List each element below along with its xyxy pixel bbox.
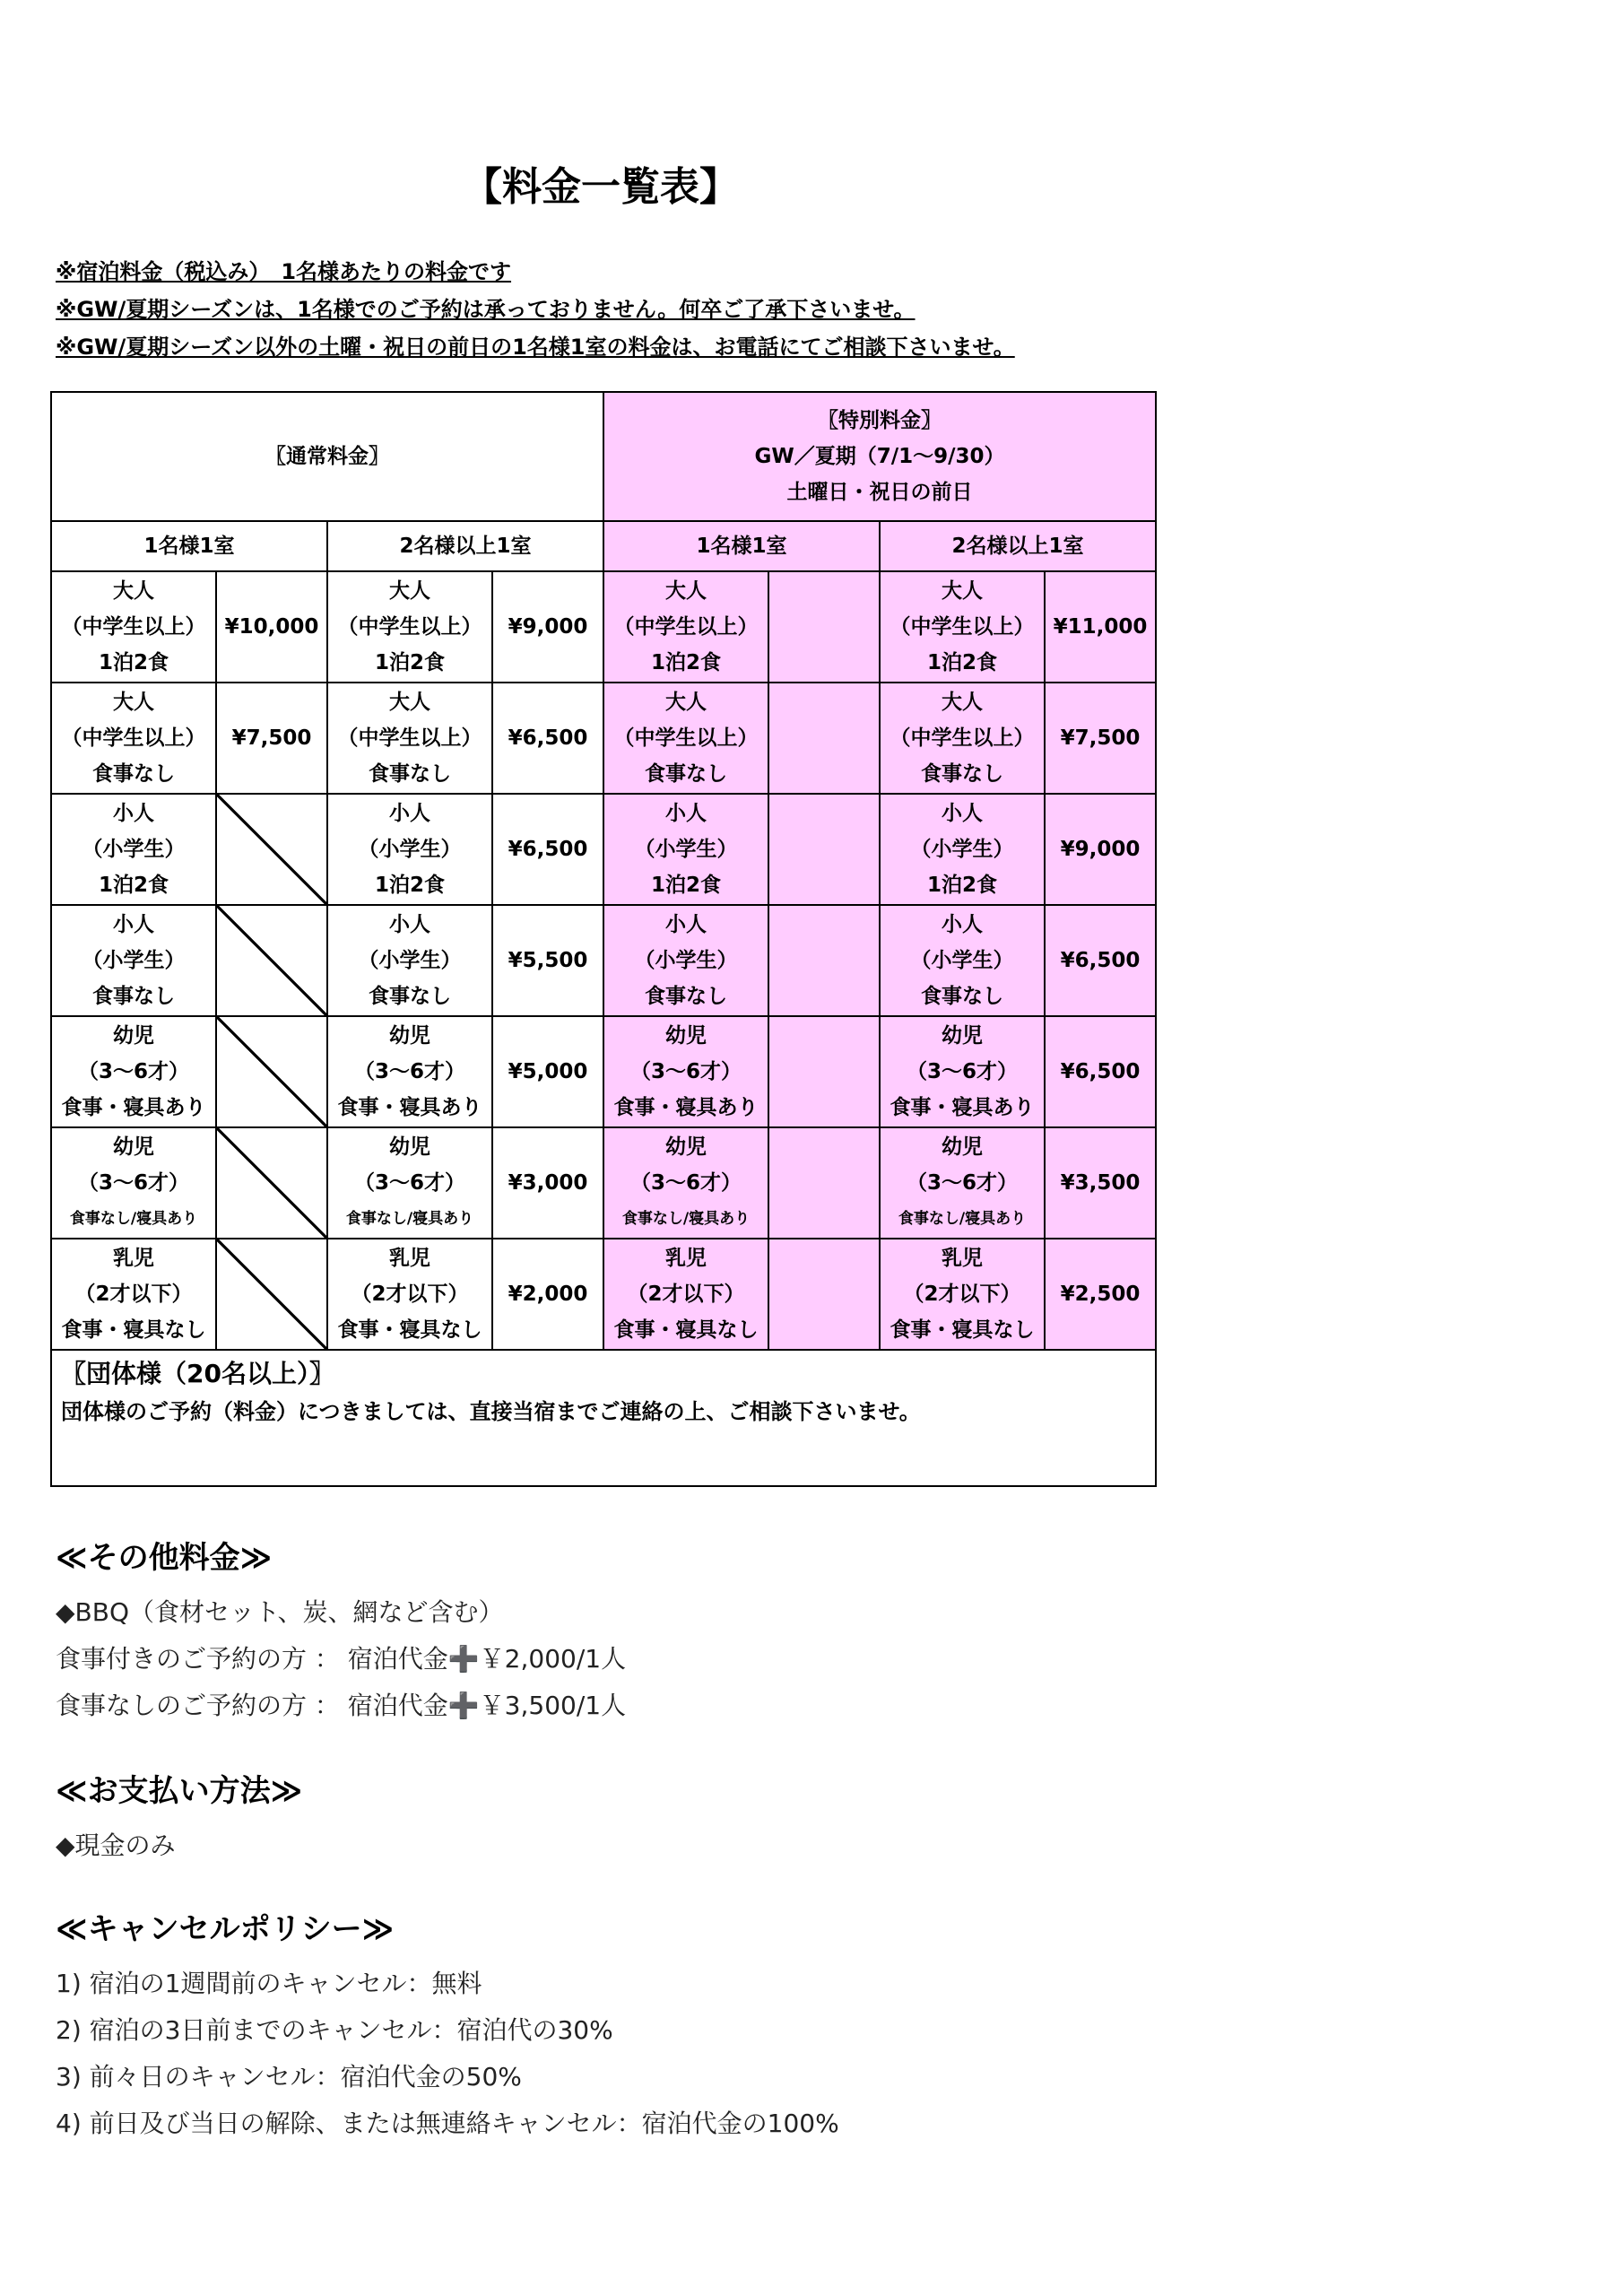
guest-type-line: 1泊2食 bbox=[650, 874, 721, 897]
price-cell: ¥3,500 bbox=[1045, 1127, 1156, 1239]
guest-type-line: 幼児 bbox=[942, 1024, 983, 1048]
guest-type-line: 小人 bbox=[942, 802, 983, 825]
guest-type-line: 食事なし bbox=[645, 985, 727, 1008]
price-cell: ¥2,000 bbox=[492, 1239, 603, 1350]
guest-type-line: 食事・寝具なし bbox=[613, 1318, 759, 1342]
guest-type-line: 小人 bbox=[113, 913, 154, 936]
guest-type-line: （中学生以上） bbox=[613, 726, 759, 750]
guest-type-line: 食事・寝具なし bbox=[61, 1318, 206, 1342]
not-available-cell bbox=[216, 794, 327, 905]
guest-type-cell bbox=[51, 1016, 216, 1127]
guest-type-line: （小学生） bbox=[358, 838, 462, 861]
guest-type-line: 乳児 bbox=[942, 1247, 983, 1270]
guest-type-cell bbox=[880, 794, 1045, 905]
page-title: 【料金一覧表】 bbox=[463, 164, 739, 210]
guest-type-line: （3～6才） bbox=[906, 1171, 1018, 1195]
guest-type-line: 1泊2食 bbox=[926, 651, 997, 674]
guest-type-line: （小学生） bbox=[82, 838, 186, 861]
group-booking-text: 団体様のご予約（料金）につきましては、直接当宿までご連絡の上、ご相談下さいませ。 bbox=[61, 1399, 921, 1424]
guest-type-line: 食事なし bbox=[92, 762, 175, 786]
guest-type-line: （小学生） bbox=[910, 949, 1014, 972]
price-cell: ¥9,000 bbox=[1045, 794, 1156, 905]
guest-type-cell bbox=[327, 1016, 492, 1127]
group-booking-title: 〖団体様（20名以上）〗 bbox=[61, 1359, 334, 1388]
guest-type-line: 乳児 bbox=[113, 1247, 154, 1270]
note-saturday-single: ※GW/夏期シーズン以外の土曜・祝日の前日の1名様1室の料金は、お電話にてご相談下さいませ。 bbox=[56, 335, 1015, 360]
guest-type-line: （中学生以上） bbox=[890, 726, 1035, 750]
bbq-line: ◆BBQ（食材セット、炭、網など含む） bbox=[56, 1597, 504, 1627]
other-fees-section bbox=[56, 1535, 626, 1729]
guest-type-line: 幼児 bbox=[113, 1135, 154, 1159]
guest-type-cell bbox=[880, 1016, 1045, 1127]
guest-type-line: 小人 bbox=[113, 802, 154, 825]
guest-type-line: 乳児 bbox=[665, 1247, 707, 1270]
guest-type-line: 大人 bbox=[389, 579, 430, 603]
not-available-cell bbox=[216, 1016, 327, 1127]
payment-line: ◆現金のみ bbox=[56, 1831, 176, 1860]
guest-type-cell bbox=[327, 1239, 492, 1350]
payment-section bbox=[56, 1769, 302, 1869]
guest-type-cell bbox=[51, 1127, 216, 1239]
guest-type-cell bbox=[327, 905, 492, 1016]
guest-type-line: （中学生以上） bbox=[890, 615, 1035, 639]
guest-type-line: 乳児 bbox=[389, 1247, 430, 1270]
guest-type-line: 食事なし bbox=[369, 762, 451, 786]
guest-type-line: （小学生） bbox=[634, 838, 738, 861]
price-cell: ¥11,000 bbox=[1045, 571, 1156, 683]
guest-type-cell bbox=[327, 571, 492, 683]
cancel-line-1: 1) 宿泊の1週間前のキャンセル：無料 bbox=[56, 1969, 482, 1998]
price-cell: ¥3,000 bbox=[492, 1127, 603, 1239]
guest-type-line: 幼児 bbox=[665, 1135, 707, 1159]
guest-type-line: 食事・寝具なし bbox=[337, 1318, 482, 1342]
not-available-cell bbox=[768, 1239, 880, 1350]
sub-header-special-single: 1名様1室 bbox=[603, 521, 880, 571]
notes bbox=[56, 253, 1015, 366]
price-row bbox=[51, 683, 1156, 794]
guest-type-line: （3～6才） bbox=[629, 1060, 742, 1083]
cancel-line-3: 3) 前々日のキャンセル：宿泊代金の50% bbox=[56, 2062, 522, 2092]
not-available-cell bbox=[768, 1127, 880, 1239]
price-row bbox=[51, 1127, 1156, 1239]
guest-type-line: （小学生） bbox=[358, 949, 462, 972]
guest-type-line: 幼児 bbox=[389, 1024, 430, 1048]
guest-type-line: （3～6才） bbox=[629, 1171, 742, 1195]
guest-type-line: （3～6才） bbox=[77, 1171, 189, 1195]
guest-type-line: 食事なし bbox=[369, 985, 451, 1008]
guest-type-cell bbox=[880, 571, 1045, 683]
price-row bbox=[51, 571, 1156, 683]
price-cell: ¥5,500 bbox=[492, 905, 603, 1016]
guest-type-line: 小人 bbox=[665, 802, 707, 825]
guest-type-cell bbox=[603, 571, 768, 683]
guest-type-cell bbox=[603, 1239, 768, 1350]
guest-type-line: 食事・寝具なし bbox=[890, 1318, 1035, 1342]
guest-type-cell bbox=[603, 1016, 768, 1127]
not-available-cell bbox=[216, 1239, 327, 1350]
price-row bbox=[51, 1016, 1156, 1127]
guest-type-line: 大人 bbox=[113, 579, 154, 603]
guest-type-cell bbox=[880, 1239, 1045, 1350]
not-available-cell bbox=[768, 1016, 880, 1127]
guest-type-line: 幼児 bbox=[665, 1024, 707, 1048]
cancel-line-2: 2) 宿泊の3日前までのキャンセル：宿泊代の30% bbox=[56, 2015, 613, 2045]
special-rate-header bbox=[603, 392, 1156, 521]
guest-type-line: （2才以下） bbox=[351, 1283, 469, 1306]
guest-type-line: 大人 bbox=[389, 691, 430, 714]
guest-type-line: 食事・寝具あり bbox=[890, 1096, 1035, 1119]
guest-type-line: 大人 bbox=[113, 691, 154, 714]
note-tax: ※宿泊料金（税込み） 1名様あたりの料金です bbox=[56, 259, 512, 284]
price-cell: ¥9,000 bbox=[492, 571, 603, 683]
guest-type-line: 大人 bbox=[942, 691, 983, 714]
guest-type-cell bbox=[51, 794, 216, 905]
special-rate-days: 土曜日・祝日の前日 bbox=[786, 481, 973, 504]
not-available-cell bbox=[216, 1127, 327, 1239]
guest-type-line: 食事なし bbox=[645, 762, 727, 786]
price-row bbox=[51, 794, 1156, 905]
guest-type-line: 1泊2食 bbox=[374, 874, 445, 897]
guest-type-line: 食事・寝具あり bbox=[337, 1096, 482, 1119]
guest-type-line: 食事なし/寝具あり bbox=[621, 1210, 751, 1228]
price-cell: ¥6,500 bbox=[492, 683, 603, 794]
guest-type-line: （3～6才） bbox=[906, 1060, 1018, 1083]
price-cell: ¥2,500 bbox=[1045, 1239, 1156, 1350]
guest-type-line: 大人 bbox=[942, 579, 983, 603]
guest-type-cell bbox=[880, 905, 1045, 1016]
guest-type-cell bbox=[51, 683, 216, 794]
price-cell: ¥7,500 bbox=[216, 683, 327, 794]
guest-type-line: 食事なし/寝具あり bbox=[345, 1210, 474, 1228]
guest-type-cell bbox=[880, 683, 1045, 794]
guest-type-line: 食事なし bbox=[92, 985, 175, 1008]
guest-type-cell bbox=[603, 1127, 768, 1239]
price-cell: ¥6,500 bbox=[1045, 1016, 1156, 1127]
price-row bbox=[51, 905, 1156, 1016]
guest-type-line: 食事なし/寝具あり bbox=[69, 1210, 198, 1228]
guest-type-line: （2才以下） bbox=[74, 1283, 193, 1306]
not-available-cell bbox=[216, 905, 327, 1016]
not-available-cell bbox=[768, 905, 880, 1016]
guest-type-line: （中学生以上） bbox=[337, 726, 482, 750]
not-available-cell bbox=[768, 794, 880, 905]
guest-type-line: 食事・寝具あり bbox=[613, 1096, 759, 1119]
price-cell: ¥6,500 bbox=[1045, 905, 1156, 1016]
guest-type-line: 食事・寝具あり bbox=[61, 1096, 206, 1119]
bbq-without-meal-line: 食事なしのご予約の方 ： 宿泊代金➕￥3,500/1人 bbox=[56, 1691, 627, 1720]
guest-type-cell bbox=[603, 794, 768, 905]
guest-type-cell bbox=[603, 905, 768, 1016]
guest-type-line: 1泊2食 bbox=[650, 651, 721, 674]
guest-type-line: 大人 bbox=[665, 691, 707, 714]
guest-type-line: （3～6才） bbox=[353, 1060, 465, 1083]
cancel-heading: ≪キャンセルポリシー≫ bbox=[56, 1911, 395, 1947]
guest-type-line: 食事なし bbox=[921, 985, 1003, 1008]
sub-header-normal-multi: 2名様以上1室 bbox=[327, 521, 603, 571]
guest-type-line: 食事なし/寝具あり bbox=[898, 1210, 1027, 1228]
guest-type-line: （小学生） bbox=[634, 949, 738, 972]
guest-type-cell bbox=[51, 905, 216, 1016]
guest-type-line: 小人 bbox=[665, 913, 707, 936]
not-available-cell bbox=[768, 571, 880, 683]
special-rate-title: 〖特別料金〗 bbox=[818, 409, 942, 432]
guest-type-line: 大人 bbox=[665, 579, 707, 603]
guest-type-cell bbox=[603, 683, 768, 794]
price-cell: ¥7,500 bbox=[1045, 683, 1156, 794]
note-gw-single: ※GW/夏期シーズンは、1名様でのご予約は承っておりません。何卒ご了承下さいませ。 bbox=[56, 297, 916, 322]
guest-type-line: 幼児 bbox=[113, 1024, 154, 1048]
guest-type-line: 1泊2食 bbox=[98, 651, 169, 674]
guest-type-line: 1泊2食 bbox=[98, 874, 169, 897]
guest-type-line: （中学生以上） bbox=[61, 726, 206, 750]
price-cell: ¥10,000 bbox=[216, 571, 327, 683]
guest-type-line: 小人 bbox=[389, 802, 430, 825]
guest-type-line: 幼児 bbox=[389, 1135, 430, 1159]
guest-type-cell bbox=[327, 794, 492, 905]
sub-header-special-multi: 2名様以上1室 bbox=[880, 521, 1156, 571]
guest-type-line: 食事なし bbox=[921, 762, 1003, 786]
guest-type-line: （2才以下） bbox=[903, 1283, 1021, 1306]
group-booking-cell bbox=[51, 1350, 1156, 1486]
guest-type-line: 1泊2食 bbox=[926, 874, 997, 897]
cancel-section bbox=[56, 1907, 839, 2147]
guest-type-line: 幼児 bbox=[942, 1135, 983, 1159]
bbq-with-meal-line: 食事付きのご予約の方 ： 宿泊代金➕￥2,000/1人 bbox=[56, 1644, 627, 1674]
guest-type-line: （中学生以上） bbox=[337, 615, 482, 639]
cancel-line-4: 4) 前日及び当日の解除、または無連絡キャンセル：宿泊代金の100% bbox=[56, 2109, 839, 2138]
price-table bbox=[50, 391, 1157, 1487]
guest-type-line: 小人 bbox=[942, 913, 983, 936]
guest-type-line: （小学生） bbox=[82, 949, 186, 972]
guest-type-cell bbox=[327, 683, 492, 794]
guest-type-cell bbox=[51, 571, 216, 683]
guest-type-line: （小学生） bbox=[910, 838, 1014, 861]
price-cell: ¥6,500 bbox=[492, 794, 603, 905]
guest-type-line: 小人 bbox=[389, 913, 430, 936]
guest-type-line: （中学生以上） bbox=[613, 615, 759, 639]
sub-header-normal-single: 1名様1室 bbox=[51, 521, 327, 571]
guest-type-cell bbox=[880, 1127, 1045, 1239]
guest-type-cell bbox=[327, 1127, 492, 1239]
not-available-cell bbox=[768, 683, 880, 794]
price-cell: ¥5,000 bbox=[492, 1016, 603, 1127]
group-row bbox=[51, 1350, 1156, 1486]
other-fees-heading: ≪その他料金≫ bbox=[56, 1540, 273, 1576]
payment-heading: ≪お支払い方法≫ bbox=[56, 1773, 303, 1809]
guest-type-line: （3～6才） bbox=[353, 1171, 465, 1195]
guest-type-line: 1泊2食 bbox=[374, 651, 445, 674]
special-rate-period: GW／夏期（7/1～9/30） bbox=[754, 445, 1005, 468]
guest-type-line: （2才以下） bbox=[627, 1283, 745, 1306]
normal-rate-header: 〖通常料金〗 bbox=[51, 392, 603, 521]
guest-type-cell bbox=[51, 1239, 216, 1350]
guest-type-line: （3～6才） bbox=[77, 1060, 189, 1083]
guest-type-line: （中学生以上） bbox=[61, 615, 206, 639]
price-row bbox=[51, 1239, 1156, 1350]
